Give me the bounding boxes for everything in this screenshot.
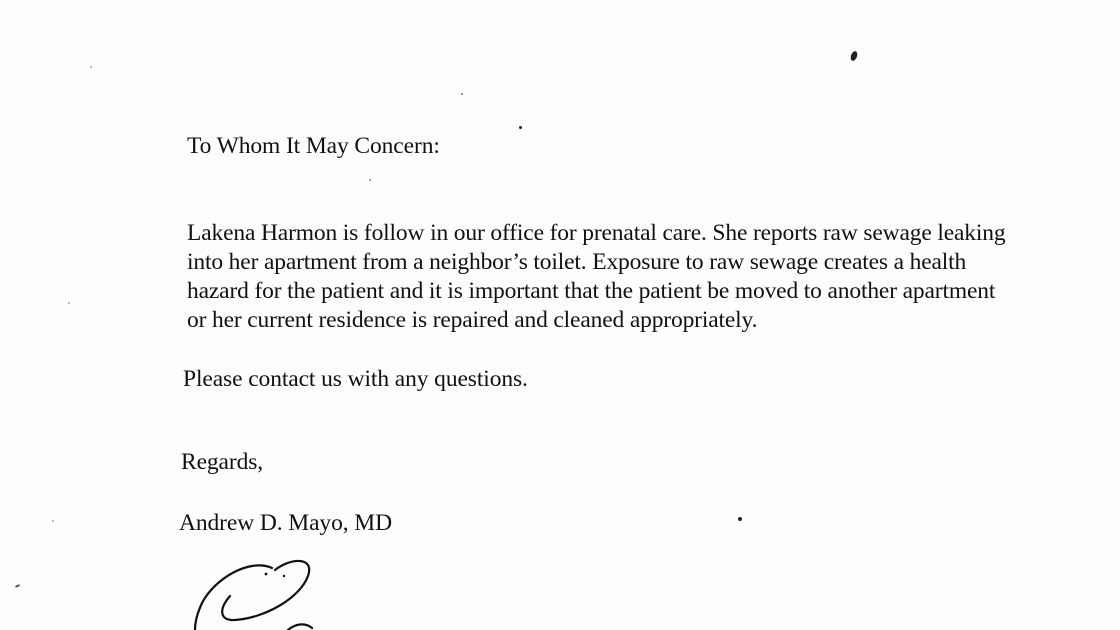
scan-speck [738, 517, 742, 521]
scan-speck [519, 126, 522, 129]
body-line: hazard for the patient and it is important that the patient be moved to another apartment [187, 278, 996, 304]
body-paragraph [187, 219, 1027, 335]
signature-mark [180, 548, 340, 630]
scan-speck [369, 179, 371, 181]
salutation: To Whom It May Concern: [187, 133, 440, 159]
scan-speck [461, 93, 463, 95]
scan-speck [68, 302, 70, 304]
body-line: into her apartment from a neighbor’s toilet. Exposure to raw sewage creates a health [187, 249, 967, 275]
signer-name: Andrew D. Mayo, MD [179, 510, 392, 536]
scan-speck [15, 584, 20, 588]
body-line: Lakena Harmon is follow in our office for prenatal care. She reports raw sewage leaking [187, 220, 1006, 246]
closing: Regards, [181, 449, 264, 475]
scan-speck [849, 50, 858, 61]
contact-line: Please contact us with any questions. [183, 366, 528, 392]
scan-speck [52, 520, 54, 522]
scan-speck [90, 66, 92, 68]
body-line: or her current residence is repaired and cleaned appropriately. [187, 307, 758, 333]
